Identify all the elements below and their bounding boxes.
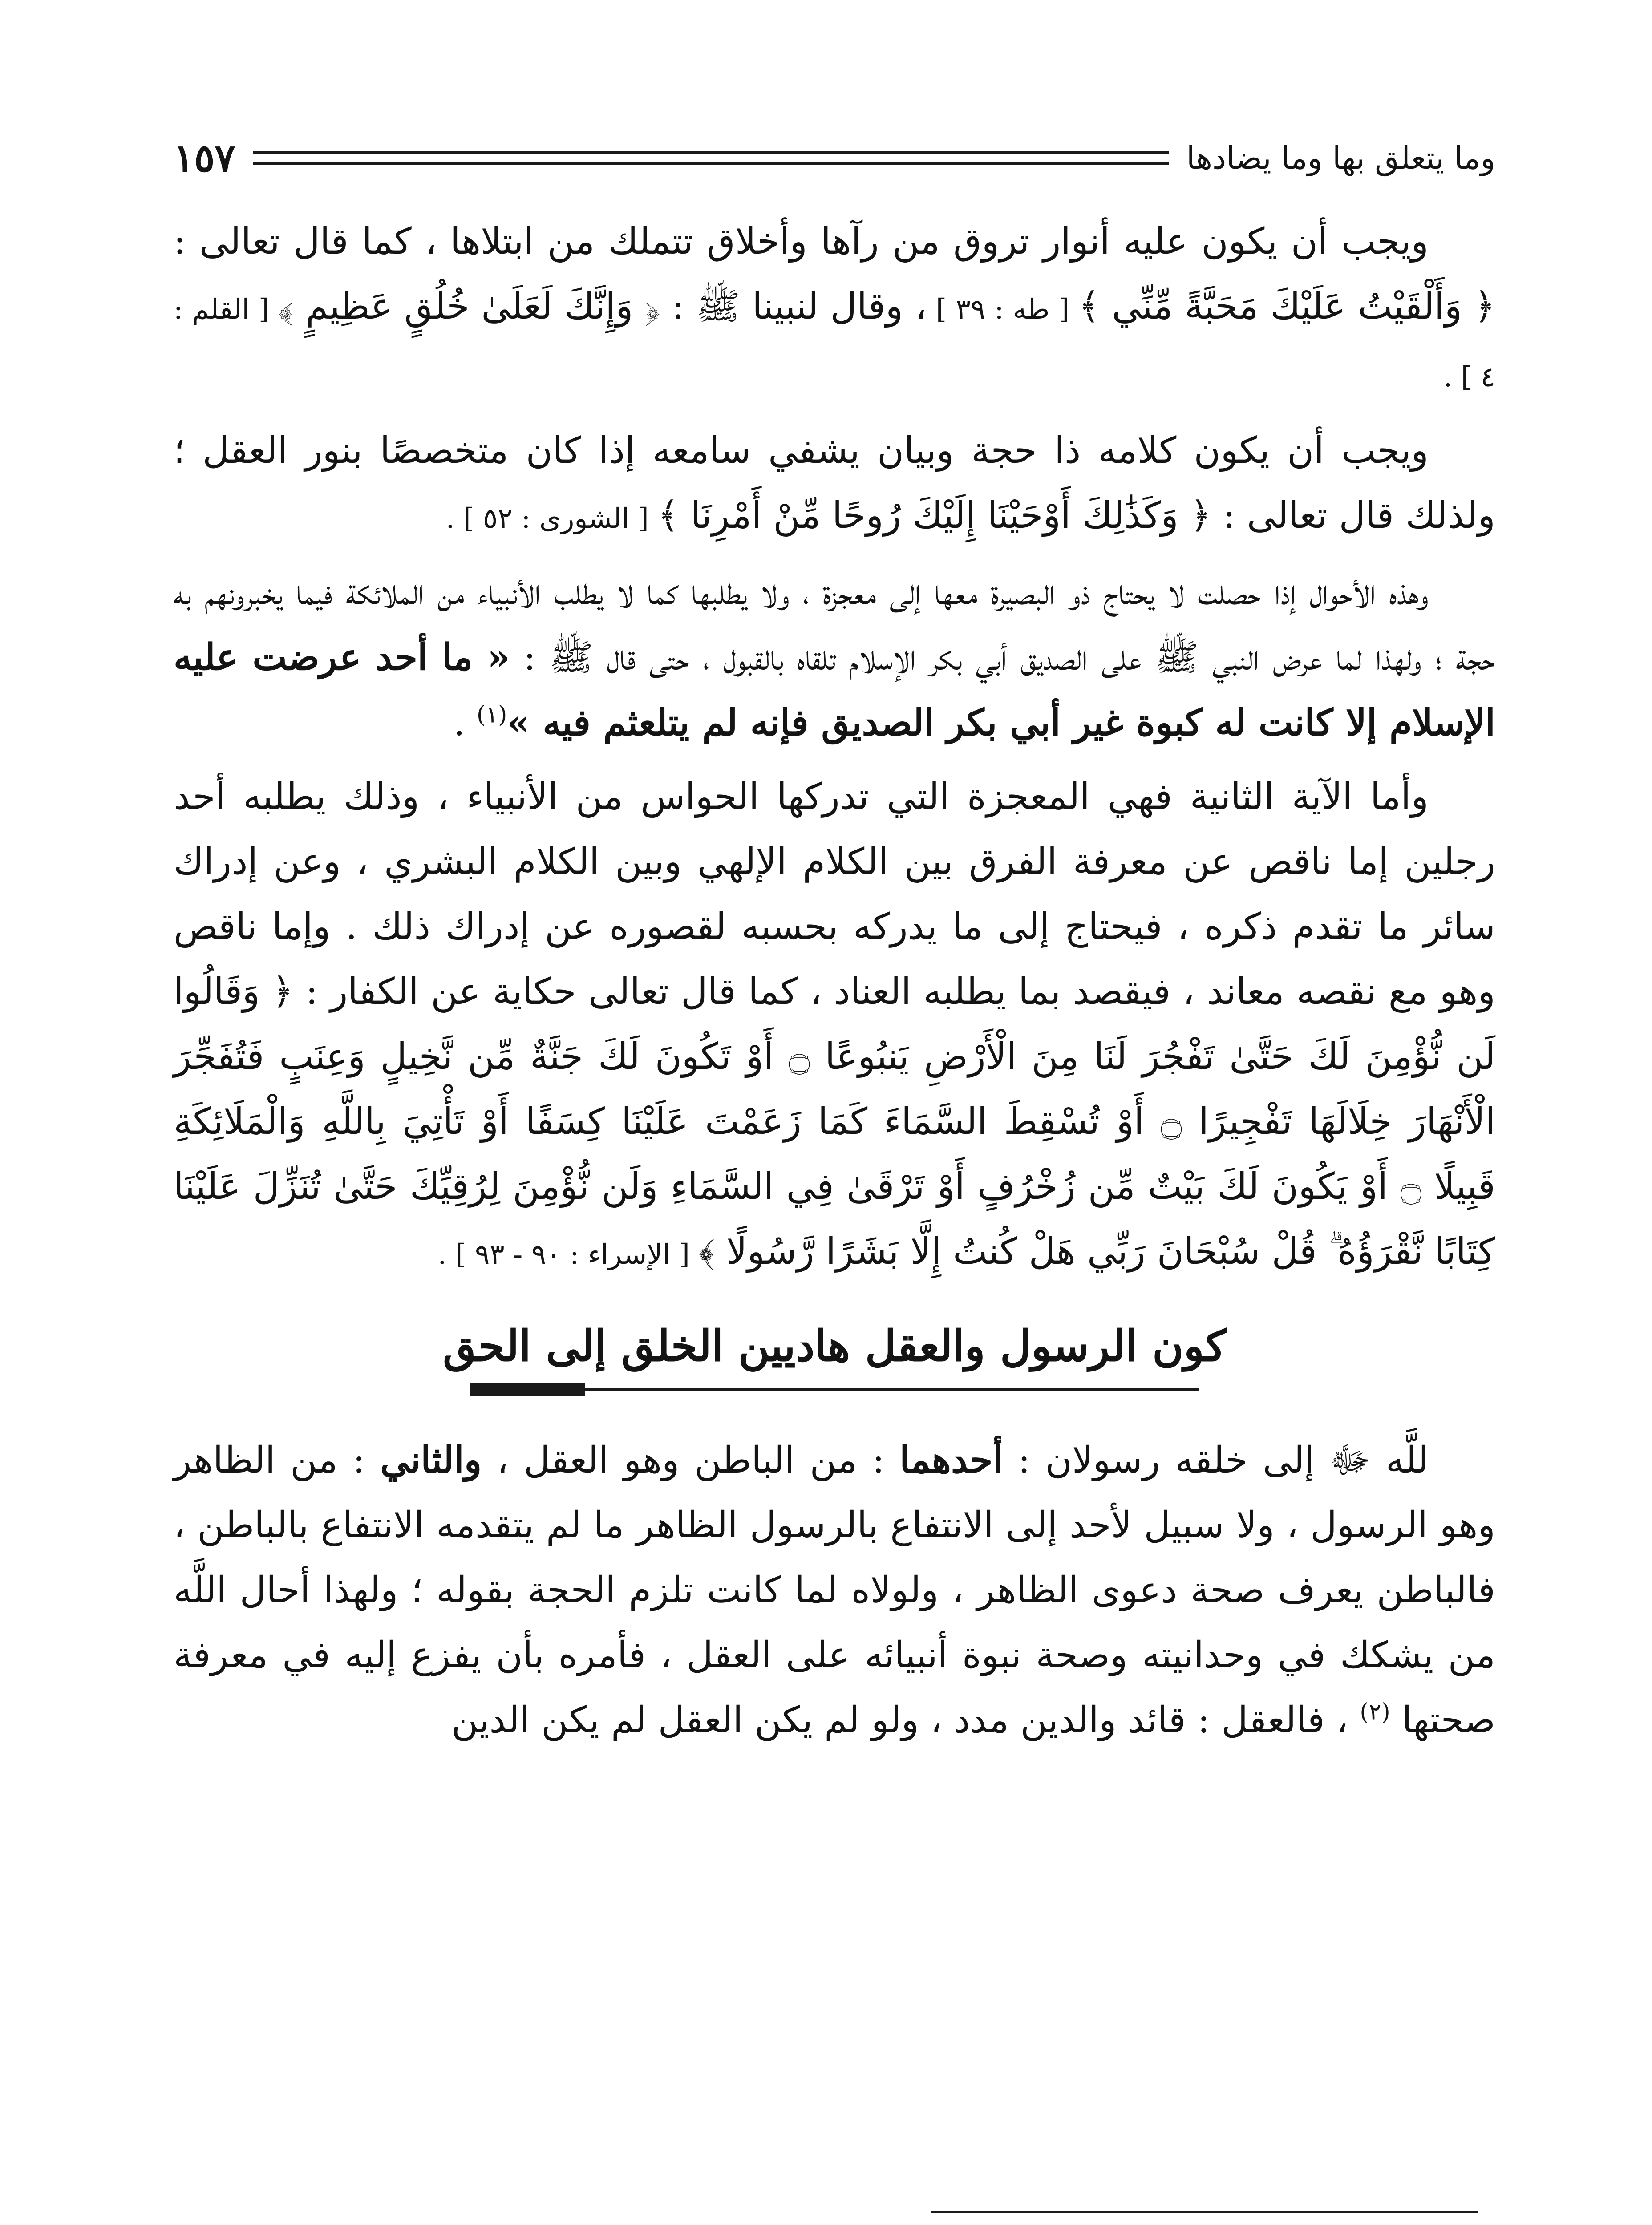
bold-term: أحدهما	[899, 1439, 1003, 1481]
text-run: ويجب أن يكون عليه أنوار تروق من رآها وأخلاق تتملك من ابتلاها ، كما قال تعالى :	[174, 220, 1429, 263]
quran-verse: ﴿ وَكَذَٰلِكَ أَوْحَيْنَا إِلَيْكَ رُوحًا مِّنْ أَمْرِنَا ﴾	[657, 494, 1211, 537]
quran-verse: ﴿ وَأَلْقَيْتُ عَلَيْكَ مَحَبَّةً مِّنِّي ﴾	[1078, 285, 1496, 328]
footnote-marker: (٢)	[1360, 1699, 1390, 1726]
heading-thick-bar	[470, 1383, 585, 1396]
text-run: وهذه الأحوال إذا حصلت لا يحتاج ذو البصيرة معها إلى معجزة ، ولا يطلبها كما لا يطلب الأنبياء من الملائكة فيما يخبرونهم به حجة ؛ ولهذا لما عرض النبي ﷺ على الصديق أبي بكر الإسلام تلقاه بالقبول ، حتى قال ﷺ :	[174, 571, 1495, 679]
footnotes	[174, 2221, 1495, 2225]
paragraph-2	[174, 418, 1495, 551]
text-run: : من الباطن وهو العقل ،	[482, 1439, 900, 1481]
text-run: وأما الآية الثانية فهي المعجزة التي تدركها الحواس من الأنبياء ، وذلك يطلبه أحد رجلين إما ناقص عن معرفة الفرق بين الكلام الإلهي وبين الكلام البشري ، وعن إدراك سائر ما تقدم ذكره ، فيحتاج إلى ما يدركه بحسبه لقصوره عن إدراك ذلك . وإما ناقص وهو مع نقصه معاند ، فيقصد بما يطلبه العناد ، كما قال تعالى حكاية عن الكفار :	[174, 776, 1495, 1013]
paragraph-3	[174, 560, 1495, 756]
paragraph-4	[174, 765, 1495, 1287]
section-heading: كون الرسول والعقل هاديين الخلق إلى الحق	[443, 1321, 1226, 1371]
text-run: للَّه ﷻ إلى خلقه رسولان :	[1003, 1439, 1429, 1481]
footnote-1	[174, 2221, 1495, 2225]
hadith-quote: « ما أحد عرضت عليه الإسلام إلا كانت له كبوة غير أبي بكر الصديق فإنه لم يتلعثم فيه »	[174, 636, 1495, 744]
running-title: وما يتعلق بها وما يضادها	[1186, 140, 1495, 176]
verse-reference: [ القلم : ٤ ] .	[174, 293, 1495, 393]
footnote-marker: (١)	[476, 701, 507, 728]
text-run: .	[453, 702, 477, 744]
verse-reference: [ طه : ٣٩ ]	[927, 293, 1079, 325]
quran-verse: ﴿ وَقَالُوا لَن نُّؤْمِنَ لَكَ حَتَّىٰ تَفْجُرَ لَنَا مِنَ الْأَرْضِ يَنبُوعًا ۝ أَوْ تَكُونَ لَكَ جَنَّةٌ مِّن نَّخِيلٍ وَعِنَبٍ فَتُفَجِّرَ الْأَنْهَارَ خِلَالَهَا تَفْجِيرًا ۝ أَوْ تُسْقِطَ السَّمَاءَ كَمَا زَعَمْتَ عَلَيْنَا كِسَفًا أَوْ تَأْتِيَ بِاللَّهِ وَالْمَلَائِكَةِ قَبِيلًا ۝ أَوْ يَكُونَ لَكَ بَيْتٌ مِّن زُخْرُفٍ أَوْ تَرْقَىٰ فِي السَّمَاءِ وَلَن نُّؤْمِنَ لِرُقِيِّكَ حَتَّىٰ تُنَزِّلَ عَلَيْنَا كِتَابًا نَّقْرَؤُهُ ۗ قُلْ سُبْحَانَ رَبِّي هَلْ كُنتُ إِلَّا بَشَرًا رَّسُولًا ﴾	[174, 971, 1495, 1273]
verse-reference: [ الإسراء : ٩٠ - ٩٣ ] .	[437, 1238, 699, 1270]
text-run: ، وقال لنبينا ﷺ :	[660, 285, 927, 328]
text-run: ، فالعقل : قائد والدين مدد ، ولو لم يكن العقل لم يكن الدين	[451, 1699, 1360, 1741]
header-rule	[253, 151, 1169, 165]
page-number: ١٥٧	[174, 135, 235, 181]
quran-verse: ﴿ وَإِنَّكَ لَعَلَىٰ خُلُقٍ عَظِيمٍ ﴾	[278, 285, 660, 328]
main-text	[174, 209, 1495, 1762]
verse-reference: [ الشورى : ٥٢ ] .	[445, 502, 658, 534]
text-run: : من الظاهر وهو الرسول ، ولا سبيل لأحد إلى الانتفاع بالرسول الظاهر ما لم يتقدمه الانتفاع بالباطن ، فالباطن يعرف صحة دعوى الظاهر ، ولولاه لما كانت تلزم الحجة بقوله ؛ ولهذا أحال اللَّه من يشكك في وحدانيته وصحة نبوة أنبيائه على العقل ، فأمره بأن يفزع إليه في معرفة صحتها	[174, 1439, 1495, 1741]
footnote-separator	[931, 2211, 1478, 2213]
page-header	[174, 134, 1495, 182]
paragraph-5	[174, 1428, 1495, 1753]
paragraph-1	[174, 209, 1495, 409]
text-run: ويجب أن يكون كلامه ذا حجة وبيان يشفي سامعه إذا كان متخصصًا بنور العقل ؛ ولذلك قال تعالى :	[174, 429, 1495, 537]
bold-term: والثاني	[380, 1439, 482, 1481]
heading-ornament-rule	[470, 1383, 1199, 1396]
